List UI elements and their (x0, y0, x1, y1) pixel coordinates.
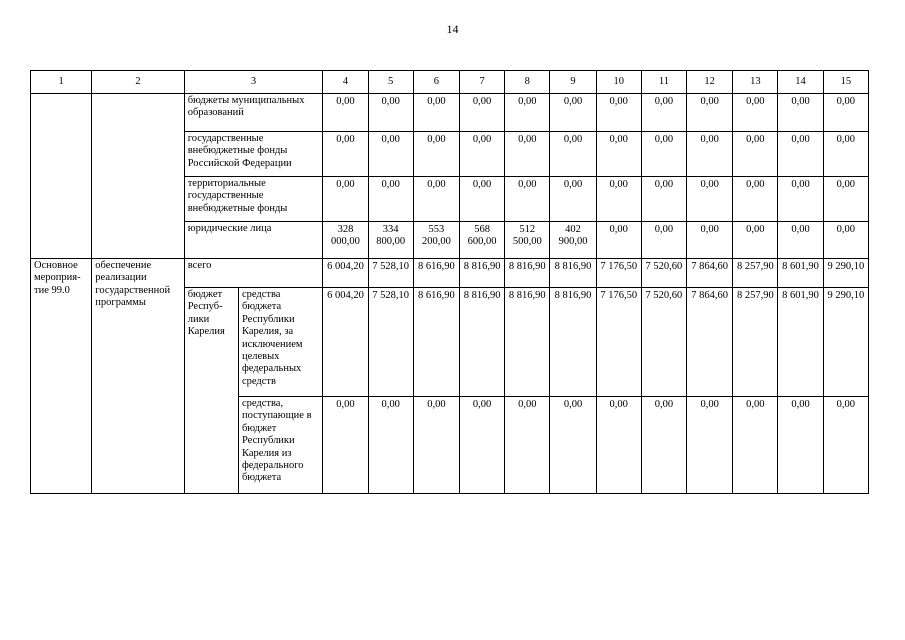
header-cell: 8 (505, 71, 550, 94)
header-cell: 2 (92, 71, 184, 94)
value-cell: 0,00 (413, 177, 459, 222)
header-cell: 4 (323, 71, 368, 94)
value-cell: 0,00 (550, 132, 596, 177)
value-cell: 0,00 (641, 94, 686, 132)
header-cell: 10 (596, 71, 641, 94)
value-cell: 0,00 (413, 132, 459, 177)
value-cell: 7 520,60 (641, 288, 686, 397)
value-cell: 0,00 (413, 397, 459, 494)
header-cell: 1 (31, 71, 92, 94)
value-cell: 8 816,90 (505, 288, 550, 397)
value-cell: 0,00 (596, 177, 641, 222)
row-label: юридические лица (184, 222, 323, 259)
value-cell: 0,00 (368, 94, 413, 132)
value-cell: 0,00 (323, 397, 368, 494)
value-cell: 8 257,90 (733, 288, 778, 397)
value-cell: 9 290,10 (823, 259, 868, 288)
value-cell: 0,00 (687, 94, 733, 132)
value-cell: 0,00 (323, 177, 368, 222)
value-cell: 0,00 (778, 132, 823, 177)
value-cell: 0,00 (459, 397, 504, 494)
value-cell: 0,00 (687, 177, 733, 222)
value-cell: 9 290,10 (823, 288, 868, 397)
value-cell: 402 900,00 (550, 222, 596, 259)
header-cell: 9 (550, 71, 596, 94)
value-cell: 7 176,50 (596, 259, 641, 288)
value-cell: 0,00 (596, 397, 641, 494)
value-cell: 0,00 (368, 177, 413, 222)
table-row (31, 259, 869, 288)
value-cell: 0,00 (550, 177, 596, 222)
value-cell: 0,00 (505, 94, 550, 132)
value-cell: 0,00 (823, 132, 868, 177)
row-label: государственные внебюджетные фонды Российской Федерации (184, 132, 323, 177)
value-cell: 0,00 (368, 132, 413, 177)
value-cell: 0,00 (641, 222, 686, 259)
header-cell: 7 (459, 71, 504, 94)
value-cell: 8 816,90 (459, 288, 504, 397)
header-cell: 14 (778, 71, 823, 94)
value-cell: 0,00 (778, 222, 823, 259)
value-cell: 7 528,10 (368, 259, 413, 288)
table-row (31, 94, 869, 132)
value-cell: 0,00 (550, 397, 596, 494)
value-cell: 0,00 (505, 177, 550, 222)
value-cell: 7 520,60 (641, 259, 686, 288)
value-cell: 0,00 (687, 222, 733, 259)
value-cell: 8 601,90 (778, 288, 823, 397)
header-cell: 15 (823, 71, 868, 94)
value-cell: 8 816,90 (505, 259, 550, 288)
value-cell: 512 500,00 (505, 222, 550, 259)
header-cell: 12 (687, 71, 733, 94)
value-cell: 0,00 (733, 397, 778, 494)
value-cell: 0,00 (823, 397, 868, 494)
value-cell: 0,00 (823, 222, 868, 259)
header-cell: 6 (413, 71, 459, 94)
value-cell: 0,00 (596, 94, 641, 132)
header-cell: 11 (641, 71, 686, 94)
col2-empty (92, 94, 184, 259)
value-cell: 7 864,60 (687, 259, 733, 288)
value-cell: 334 800,00 (368, 222, 413, 259)
value-cell: 0,00 (550, 94, 596, 132)
row-label: территориальные государственные внебюджетные фонды (184, 177, 323, 222)
value-cell: 8 616,90 (413, 259, 459, 288)
page-number: 14 (446, 22, 459, 36)
row-label: средства, поступающие в бюджет Республики Карелия из федерального бюджета (238, 397, 322, 494)
budget-table (30, 70, 869, 494)
value-cell: 0,00 (413, 94, 459, 132)
row-label: средства бюджета Республики Карелия, за исключением целевых федеральных средств (238, 288, 322, 397)
total-label: всего (184, 259, 323, 288)
value-cell: 0,00 (778, 177, 823, 222)
value-cell: 8 816,90 (550, 288, 596, 397)
header-row (31, 71, 869, 94)
header-cell: 5 (368, 71, 413, 94)
row-label: бюджеты муниципальных образований (184, 94, 323, 132)
value-cell: 0,00 (368, 397, 413, 494)
value-cell: 0,00 (733, 177, 778, 222)
value-cell: 6 004,20 (323, 288, 368, 397)
value-cell: 7 528,10 (368, 288, 413, 397)
value-cell: 7 176,50 (596, 288, 641, 397)
value-cell: 0,00 (505, 397, 550, 494)
value-cell: 8 257,90 (733, 259, 778, 288)
value-cell: 0,00 (733, 222, 778, 259)
value-cell: 0,00 (823, 94, 868, 132)
event-code: Основное мероприя-тие 99.0 (31, 259, 92, 494)
value-cell: 7 864,60 (687, 288, 733, 397)
value-cell: 0,00 (596, 132, 641, 177)
value-cell: 0,00 (459, 132, 504, 177)
value-cell: 8 616,90 (413, 288, 459, 397)
value-cell: 328 000,00 (323, 222, 368, 259)
value-cell: 8 816,90 (459, 259, 504, 288)
value-cell: 0,00 (323, 94, 368, 132)
value-cell: 0,00 (641, 132, 686, 177)
value-cell: 0,00 (459, 177, 504, 222)
value-cell: 0,00 (323, 132, 368, 177)
value-cell: 0,00 (596, 222, 641, 259)
value-cell: 6 004,20 (323, 259, 368, 288)
value-cell: 8 601,90 (778, 259, 823, 288)
header-cell: 13 (733, 71, 778, 94)
value-cell: 0,00 (641, 397, 686, 494)
budget-label: бюджет Респуб-лики Карелия (184, 288, 238, 494)
value-cell: 0,00 (505, 132, 550, 177)
value-cell: 0,00 (733, 132, 778, 177)
value-cell: 0,00 (459, 94, 504, 132)
value-cell: 0,00 (687, 132, 733, 177)
value-cell: 0,00 (687, 397, 733, 494)
value-cell: 553 200,00 (413, 222, 459, 259)
value-cell: 0,00 (778, 397, 823, 494)
header-cell: 3 (184, 71, 323, 94)
value-cell: 0,00 (733, 94, 778, 132)
value-cell: 568 600,00 (459, 222, 504, 259)
value-cell: 0,00 (778, 94, 823, 132)
value-cell: 0,00 (823, 177, 868, 222)
event-name: обеспечение реализации государственной программы (92, 259, 184, 494)
value-cell: 8 816,90 (550, 259, 596, 288)
col1-empty (31, 94, 92, 259)
value-cell: 0,00 (641, 177, 686, 222)
